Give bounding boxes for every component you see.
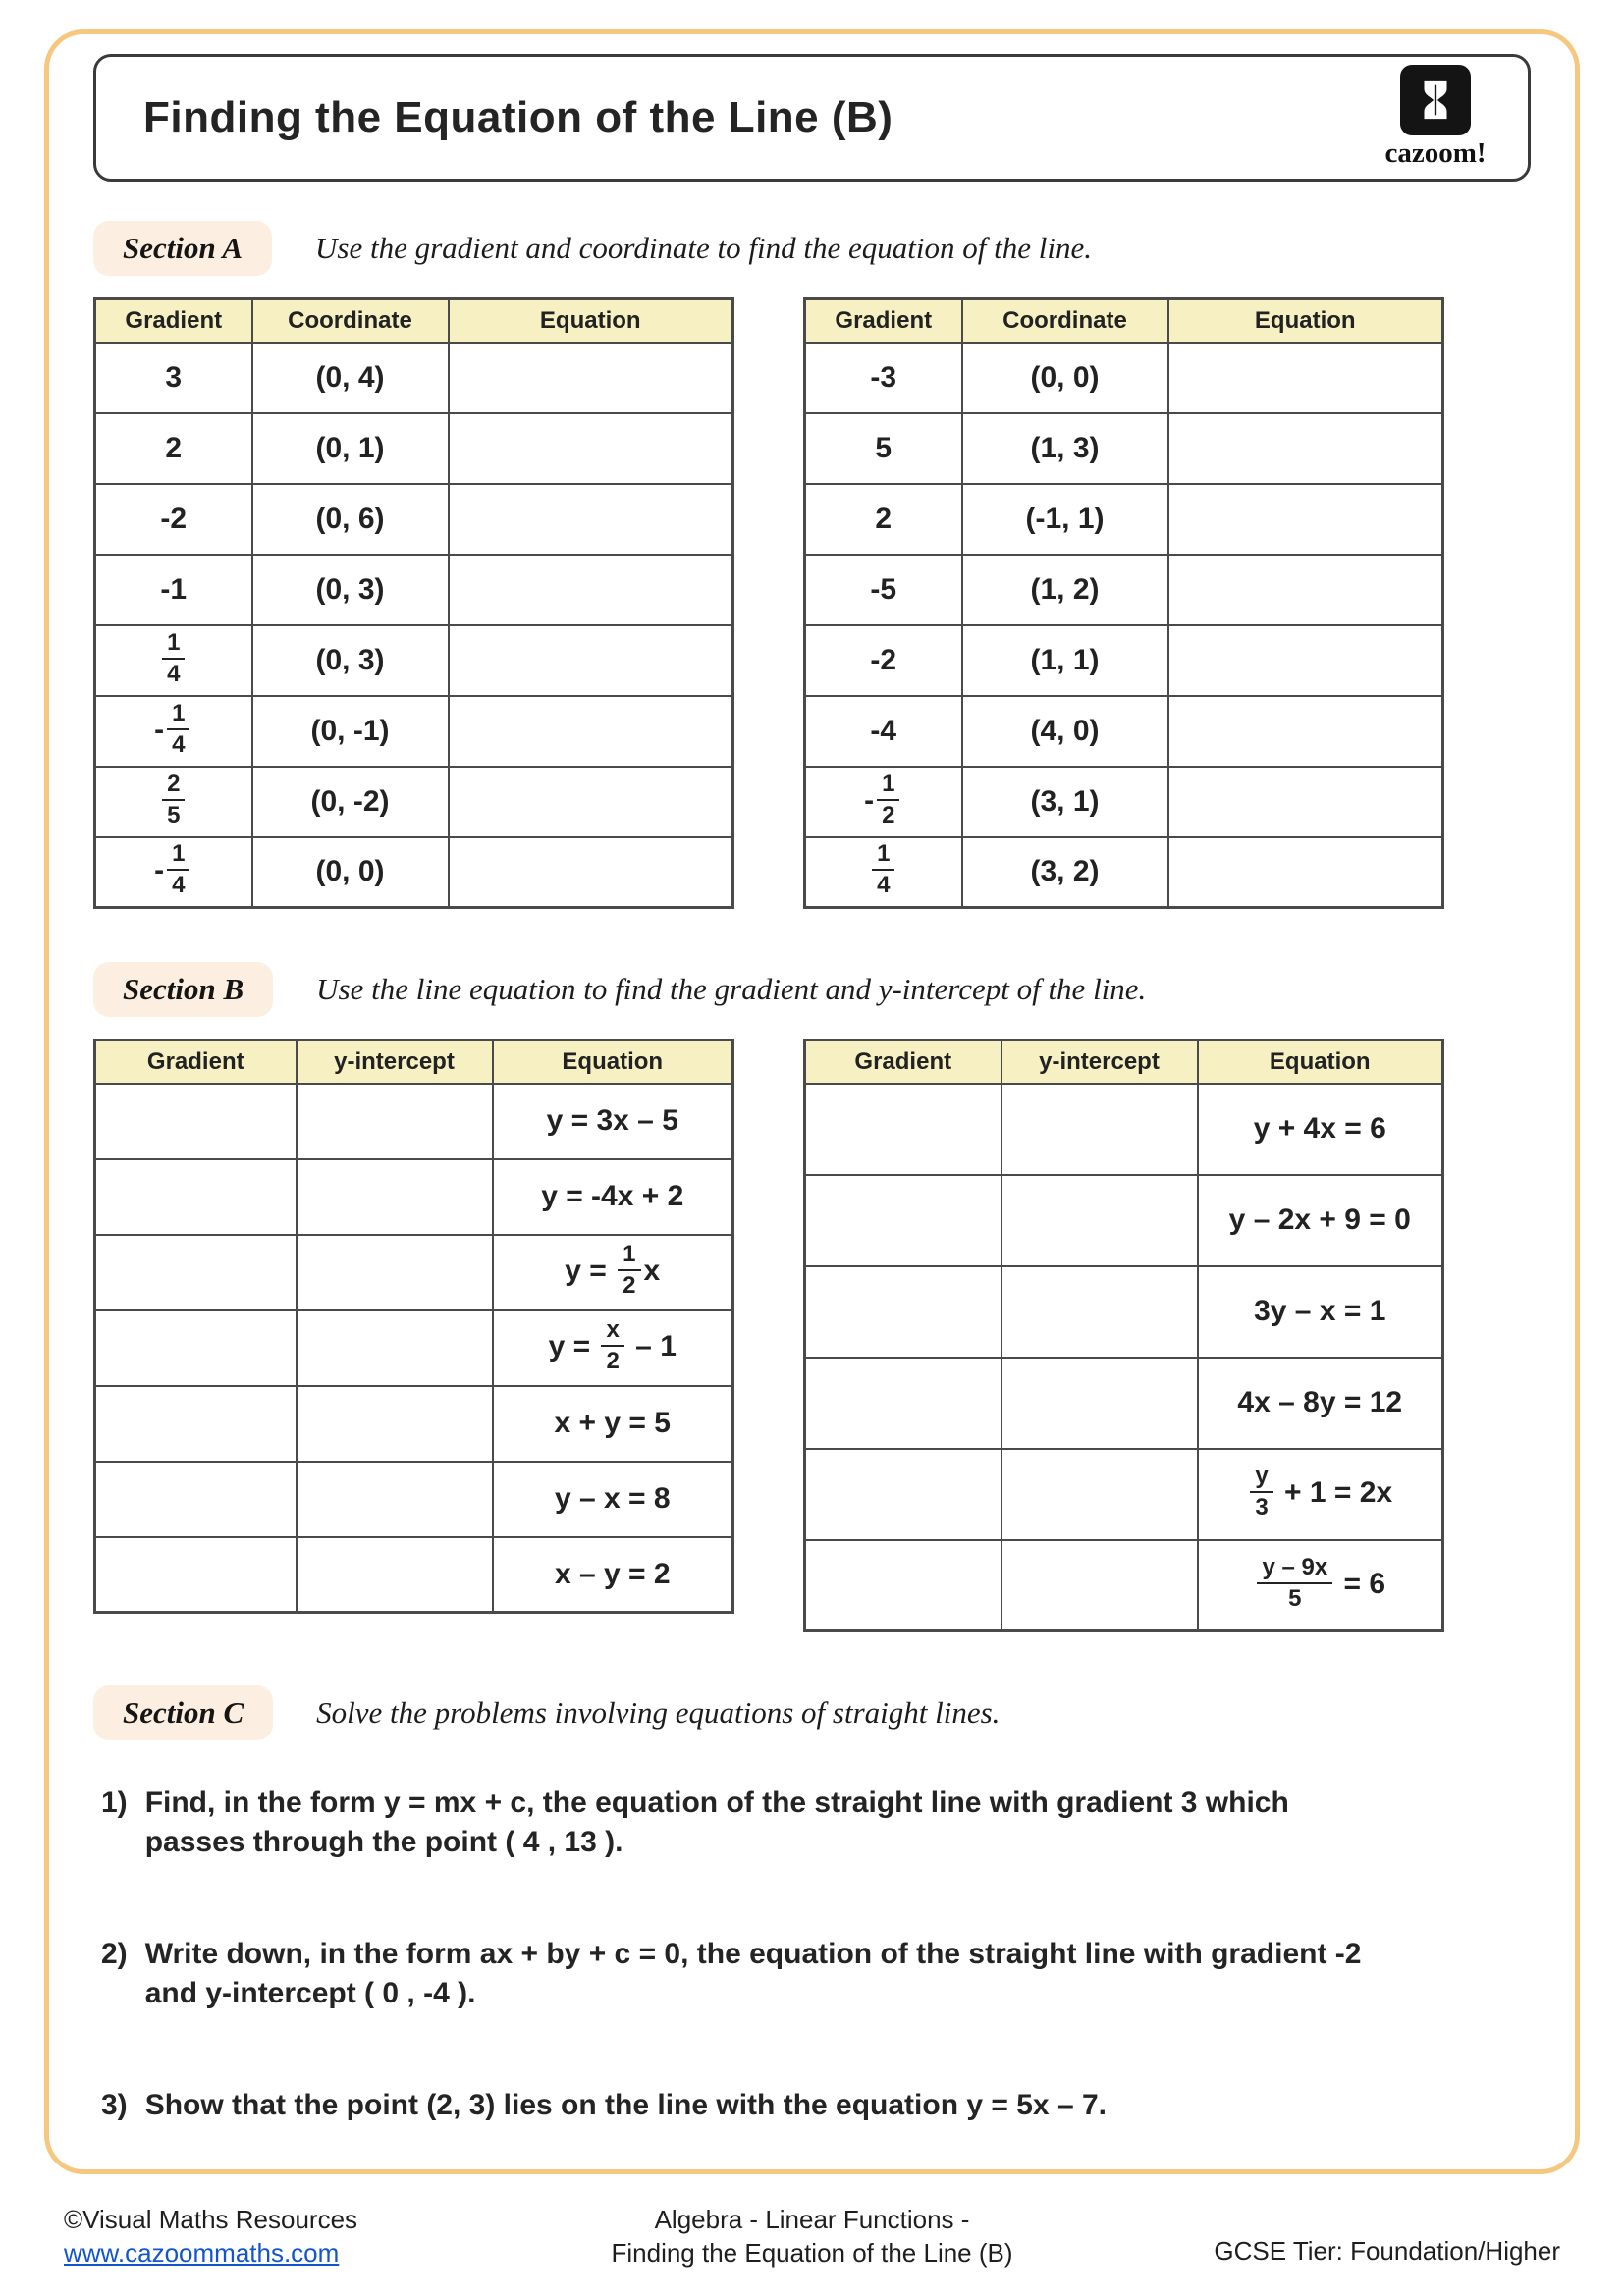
- table-header-row: [805, 299, 1443, 343]
- footer-subject: Algebra - Linear Functions -: [654, 2205, 970, 2235]
- equation-cell: y = $\frac{1}{2}$ x: [493, 1235, 733, 1310]
- page-content: [44, 29, 1580, 2124]
- table-row: [805, 1175, 1443, 1266]
- y-intercept-answer-cell: [1001, 1175, 1198, 1266]
- problem-item: [101, 2086, 1531, 2125]
- fraction: $\frac{y - 9x}{5}$: [1257, 1556, 1332, 1611]
- page-title: Finding the Equation of the Line (B): [143, 93, 893, 141]
- equation-cell: $\frac{y}{3}$ + 1 = 2x: [1198, 1449, 1443, 1540]
- problem-item: [101, 1784, 1531, 1862]
- table-row: [805, 625, 1443, 696]
- table-row: [95, 1537, 733, 1613]
- gradient-answer-cell: [805, 1449, 1001, 1540]
- problem-number: 3): [101, 2088, 128, 2121]
- gradient-answer-cell: [805, 1540, 1001, 1631]
- table-header-row: [95, 1041, 733, 1084]
- table-row: [805, 1449, 1443, 1540]
- equation-cell: y = -4x + 2: [493, 1159, 733, 1235]
- equation-cell: y = $\frac{x}{2}$ – 1: [493, 1310, 733, 1386]
- y-intercept-answer-cell: [297, 1235, 493, 1310]
- coordinate-cell: (0, -1): [252, 696, 449, 767]
- equation-answer-cell: [449, 767, 733, 837]
- equation-answer-cell: [449, 413, 733, 484]
- equation-answer-cell: [449, 343, 733, 413]
- coordinate-cell: (1, 1): [962, 625, 1168, 696]
- coordinate-cell: (0, 3): [252, 625, 449, 696]
- equation-answer-cell: [1168, 625, 1443, 696]
- gradient-answer-cell: [95, 1462, 297, 1537]
- gradient-cell: -5: [805, 555, 962, 625]
- table-row: [805, 1358, 1443, 1449]
- gradient-cell: [805, 837, 962, 908]
- gradient-cell: 2: [805, 484, 962, 555]
- column-header-y-intercept: y-intercept: [1001, 1041, 1198, 1084]
- table-row: [95, 1084, 733, 1159]
- equation-cell: y = 3x – 5: [493, 1084, 733, 1159]
- section-c-label: Section C: [93, 1685, 273, 1740]
- equation-cell: 4x – 8y = 12: [1198, 1358, 1443, 1449]
- coordinate-cell: (3, 2): [962, 837, 1168, 908]
- copyright-text: ©Visual Maths Resources: [64, 2205, 358, 2235]
- y-intercept-answer-cell: [297, 1084, 493, 1159]
- table-row: [805, 696, 1443, 767]
- gradient-answer-cell: [805, 1084, 1001, 1175]
- table-row: [805, 343, 1443, 413]
- y-intercept-answer-cell: [1001, 1449, 1198, 1540]
- column-header-gradient: Gradient: [805, 299, 962, 343]
- coordinate-cell: (-1, 1): [962, 484, 1168, 555]
- y-intercept-answer-cell: [1001, 1358, 1198, 1449]
- column-header-y-intercept: y-intercept: [297, 1041, 493, 1084]
- table-row: [805, 1266, 1443, 1358]
- gradient-answer-cell: [95, 1235, 297, 1310]
- y-intercept-answer-cell: [297, 1537, 493, 1613]
- table-row: [805, 767, 1443, 837]
- equation-cell: 3y – x = 1: [1198, 1266, 1443, 1358]
- gradient-cell: - $\frac{1}{2}$: [805, 767, 962, 837]
- section-b-tables: [93, 1039, 1531, 1632]
- section-b-header: [93, 962, 1531, 1017]
- equation-cell: $\frac{y - 9x}{5}$ = 6: [1198, 1540, 1443, 1631]
- gradient-cell: 5: [805, 413, 962, 484]
- equation-answer-cell: [449, 696, 733, 767]
- gradient-cell: 3: [95, 343, 252, 413]
- y-intercept-answer-cell: [1001, 1540, 1198, 1631]
- section-b-left-table: [93, 1039, 734, 1614]
- gradient-answer-cell: [95, 1084, 297, 1159]
- section-b-instruction: Use the line equation to find the gradient and y-intercept of the line.: [316, 972, 1147, 1006]
- section-a-instruction: Use the gradient and coordinate to find the equation of the line.: [315, 231, 1092, 265]
- gradient-cell: -2: [95, 484, 252, 555]
- equation-cell: y + 4x = 6: [1198, 1084, 1443, 1175]
- equation-answer-cell: [1168, 696, 1443, 767]
- column-header-coordinate: Coordinate: [252, 299, 449, 343]
- equation-answer-cell: [449, 625, 733, 696]
- column-header-gradient: Gradient: [95, 299, 252, 343]
- equation-answer-cell: [1168, 413, 1443, 484]
- gradient-cell: -2: [805, 625, 962, 696]
- coordinate-cell: (4, 0): [962, 696, 1168, 767]
- equation-cell: y – 2x + 9 = 0: [1198, 1175, 1443, 1266]
- section-c-instruction: Solve the problems involving equations of straight lines.: [316, 1695, 1001, 1730]
- coordinate-cell: (0, 3): [252, 555, 449, 625]
- table-row: [805, 555, 1443, 625]
- title-box: [93, 54, 1531, 182]
- cazoom-hourglass-icon: [1400, 65, 1471, 135]
- column-header-coordinate: Coordinate: [962, 299, 1168, 343]
- equation-answer-cell: [1168, 767, 1443, 837]
- section-a-tables: [93, 297, 1531, 909]
- fraction: $\frac{1}{4}$: [162, 631, 185, 686]
- table-row: [95, 413, 733, 484]
- table-row: [805, 1084, 1443, 1175]
- equation-cell: y – x = 8: [493, 1462, 733, 1537]
- section-a-right-table: [803, 297, 1444, 909]
- gradient-cell: [95, 625, 252, 696]
- fraction: $\frac{x}{2}$: [601, 1318, 623, 1373]
- y-intercept-answer-cell: [297, 1386, 493, 1462]
- section-a-label: Section A: [93, 221, 272, 276]
- table-row: [805, 413, 1443, 484]
- gradient-cell: - $\frac{1}{4}$: [95, 837, 252, 908]
- coordinate-cell: (3, 1): [962, 767, 1168, 837]
- gradient-answer-cell: [805, 1358, 1001, 1449]
- table-header-row: [805, 1041, 1443, 1084]
- gradient-answer-cell: [95, 1537, 297, 1613]
- y-intercept-answer-cell: [297, 1159, 493, 1235]
- column-header-equation: Equation: [493, 1041, 733, 1084]
- footer-left: [64, 2204, 611, 2270]
- table-row: [95, 343, 733, 413]
- problem-text: Show that the point (2, 3) lies on the line with the equation y = 5x – 7.: [144, 2088, 1107, 2121]
- fraction: $\frac{1}{4}$: [872, 842, 894, 897]
- column-header-gradient: Gradient: [805, 1041, 1001, 1084]
- problem-number: 2): [101, 1937, 128, 1970]
- section-b-right-table: [803, 1039, 1444, 1632]
- column-header-equation: Equation: [1168, 299, 1443, 343]
- y-intercept-answer-cell: [1001, 1084, 1198, 1175]
- section-a-header: [93, 221, 1531, 276]
- footer-worksheet-name: Finding the Equation of the Line (B): [611, 2238, 1013, 2269]
- table-header-row: [95, 299, 733, 343]
- equation-cell: x – y = 2: [493, 1537, 733, 1613]
- column-header-equation: Equation: [1198, 1041, 1443, 1084]
- table-row: [95, 1462, 733, 1537]
- column-header-gradient: Gradient: [95, 1041, 297, 1084]
- table-row: [95, 625, 733, 696]
- table-row: [95, 837, 733, 908]
- equation-answer-cell: [1168, 484, 1443, 555]
- table-row: [805, 1540, 1443, 1631]
- gradient-cell: [95, 767, 252, 837]
- section-c-header: [93, 1685, 1531, 1740]
- table-row: [95, 767, 733, 837]
- gradient-answer-cell: [805, 1266, 1001, 1358]
- problem-text: Write down, in the form ax + by + c = 0, the equation of the straight line with gradient -2 and y-intercept ( 0 , -4 ).: [144, 1937, 1362, 2009]
- problem-item: [101, 1935, 1531, 2013]
- gradient-answer-cell: [95, 1310, 297, 1386]
- page-footer: [44, 2204, 1580, 2270]
- gradient-answer-cell: [95, 1386, 297, 1462]
- fraction: $\frac{2}{5}$: [162, 773, 185, 828]
- footer-center: [611, 2204, 1012, 2270]
- equation-answer-cell: [449, 484, 733, 555]
- fraction: $\frac{1}{4}$: [167, 842, 189, 897]
- y-intercept-answer-cell: [1001, 1266, 1198, 1358]
- table-row: [805, 484, 1443, 555]
- gradient-answer-cell: [805, 1175, 1001, 1266]
- equation-cell: x + y = 5: [493, 1386, 733, 1462]
- problem-text: Find, in the form y = mx + c, the equation of the straight line with gradient 3 which passes through the point ( 4 , 13 ).: [144, 1787, 1289, 1858]
- equation-answer-cell: [449, 555, 733, 625]
- fraction: $\frac{1}{2}$: [618, 1243, 640, 1298]
- fraction: $\frac{y}{3}$: [1250, 1465, 1272, 1520]
- y-intercept-answer-cell: [297, 1462, 493, 1537]
- gradient-cell: - $\frac{1}{4}$: [95, 696, 252, 767]
- table-row: [95, 1386, 733, 1462]
- table-row: [95, 484, 733, 555]
- problem-number: 1): [101, 1787, 128, 1819]
- fraction: $\frac{1}{2}$: [877, 773, 899, 828]
- coordinate-cell: (0, 4): [252, 343, 449, 413]
- gradient-cell: -1: [95, 555, 252, 625]
- fraction: $\frac{1}{4}$: [167, 702, 189, 757]
- table-row: [95, 1235, 733, 1310]
- coordinate-cell: (0, 1): [252, 413, 449, 484]
- equation-answer-cell: [449, 837, 733, 908]
- table-row: [95, 1310, 733, 1386]
- coordinate-cell: (0, 0): [252, 837, 449, 908]
- section-b-label: Section B: [93, 962, 273, 1017]
- coordinate-cell: (1, 2): [962, 555, 1168, 625]
- footer-tier: GCSE Tier: Foundation/Higher: [1214, 2236, 1561, 2267]
- equation-answer-cell: [1168, 837, 1443, 908]
- coordinate-cell: (1, 3): [962, 413, 1168, 484]
- coordinate-cell: (0, 6): [252, 484, 449, 555]
- gradient-cell: 2: [95, 413, 252, 484]
- website-link[interactable]: www.cazoommaths.com: [64, 2238, 340, 2269]
- table-row: [95, 1159, 733, 1235]
- coordinate-cell: (0, 0): [962, 343, 1168, 413]
- section-c-problems: [93, 1784, 1531, 2124]
- y-intercept-answer-cell: [297, 1310, 493, 1386]
- cazoom-logo-text: cazoom!: [1384, 137, 1487, 169]
- gradient-cell: -3: [805, 343, 962, 413]
- equation-answer-cell: [1168, 343, 1443, 413]
- coordinate-cell: (0, -2): [252, 767, 449, 837]
- section-a-left-table: [93, 297, 734, 909]
- cazoom-logo: [1377, 61, 1494, 170]
- gradient-answer-cell: [95, 1159, 297, 1235]
- table-row: [95, 555, 733, 625]
- table-row: [95, 696, 733, 767]
- gradient-cell: -4: [805, 696, 962, 767]
- table-row: [805, 837, 1443, 908]
- equation-answer-cell: [1168, 555, 1443, 625]
- column-header-equation: Equation: [449, 299, 733, 343]
